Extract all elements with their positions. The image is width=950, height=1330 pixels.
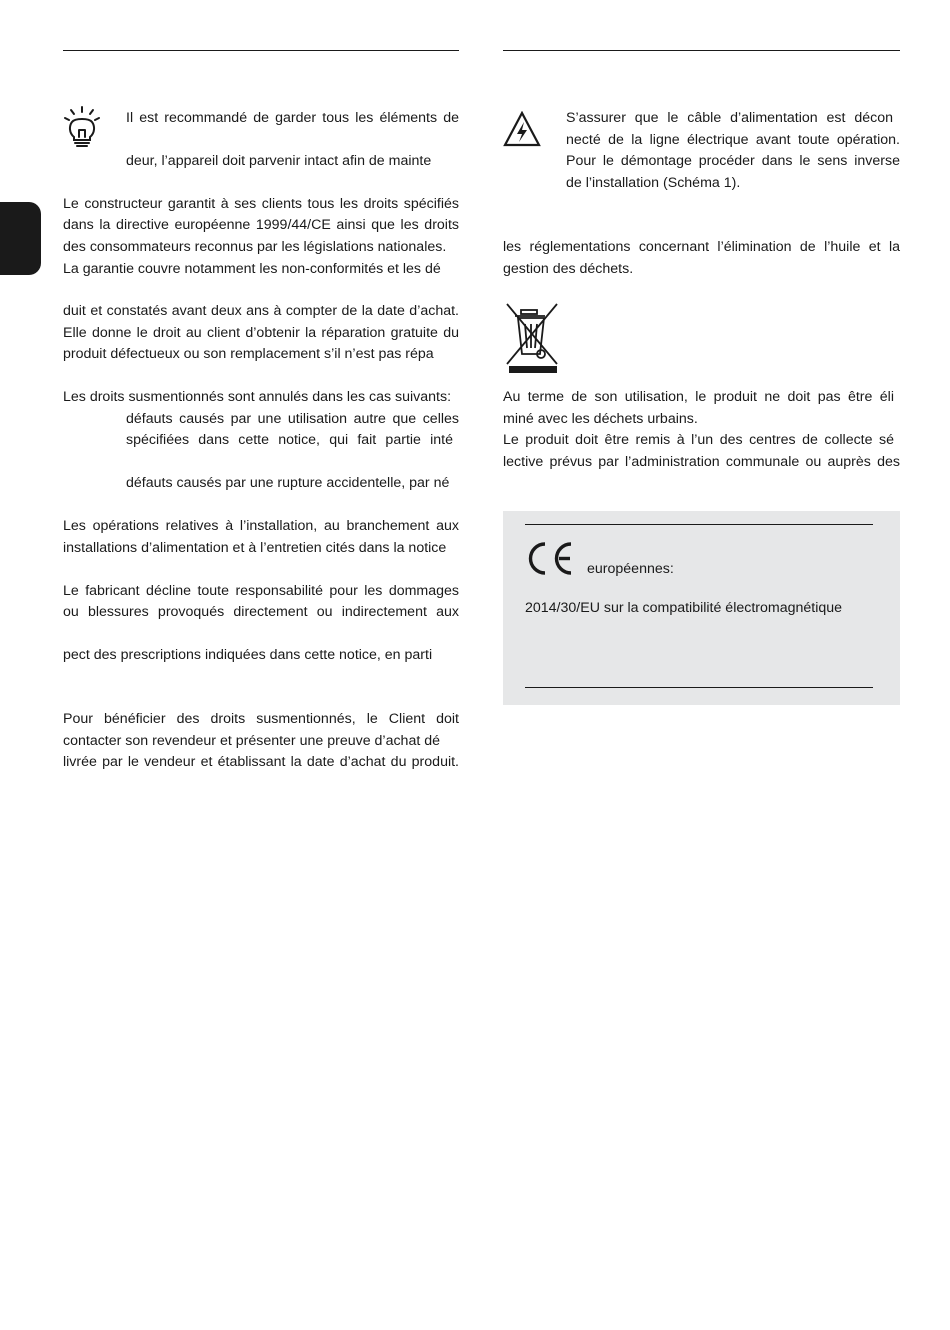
lamp-line-1: Il est recommandé de garder tous les éléments de (126, 110, 459, 126)
guarantee-line-4: La garantie couvre notamment les non-conformités et les dé (63, 261, 441, 277)
disposal-line-3: Le produit doit être remis à l’un des centres de collecte sé (503, 432, 894, 448)
warning-line-1: S’assurer que le câble d’alimentation est décon (566, 110, 893, 126)
void-intro: Les droits susmentionnés sont annulés dans les cas suivants: (63, 389, 452, 405)
ce-compliance-box (503, 511, 900, 705)
claim-line-1: Pour bénéficier des droits susmentionnés, le Client doit (63, 711, 459, 727)
lamp-line-2: deur, l’appareil doit parvenir intact afin de mainte (126, 153, 432, 169)
section-side-tab (0, 202, 41, 275)
disposal-line-4: lective prévus par l’administration communale ou auprès des (503, 454, 900, 470)
crossed-out-bin-icon (505, 302, 559, 374)
regulations-line-1: les réglementations concernant l’élimination de l’huile et la (503, 239, 900, 255)
guarantee2-line-3: produit défectueux ou son remplacement s’il n’est pas répa (63, 346, 434, 362)
warning-line-2: necté de la ligne électrique avant toute opération. (566, 132, 900, 148)
liability-line-3: pect des prescriptions indiquées dans cette notice, en parti (63, 647, 433, 663)
liability-line-1: Le fabricant décline toute responsabilité pour les dommages (63, 583, 459, 599)
void-item-1: défauts causés par une utilisation autre que celles (126, 411, 459, 427)
claim-line-2: contacter son revendeur et présenter une preuve d’achat dé (63, 733, 441, 749)
disposal-line-2: miné avec les déchets urbains. (503, 411, 698, 427)
ce-box-line-1: européennes: (587, 561, 674, 577)
guarantee2-line-1: duit et constatés avant deux ans à compter de la date d’achat. (63, 303, 459, 319)
guarantee-line-3: des consommateurs reconnus par les législations nationales. (63, 239, 447, 255)
ce-box-line-2: 2014/30/EU sur la compatibilité électromagnétique (525, 600, 843, 616)
left-column (63, 0, 459, 800)
ce-mark-icon (525, 541, 575, 576)
ce-box-top-rule (525, 524, 873, 525)
void-item-3: défauts causés par une rupture accidentelle, par né (126, 475, 450, 491)
lightbulb-icon (63, 106, 101, 150)
liability-line-2: ou blessures provoqués directement ou indirectement aux (63, 604, 459, 620)
guarantee-line-1: Le constructeur garantit à ses clients tous les droits spécifiés (63, 196, 459, 212)
electric-hazard-icon (503, 111, 541, 147)
guarantee-line-2: dans la directive européenne 1999/44/CE ainsi que les droits (63, 217, 459, 233)
void-item-2: spécifiées dans cette notice, qui fait partie inté (126, 432, 453, 448)
ce-box-bottom-rule (525, 687, 873, 688)
guarantee2-line-2: Elle donne le droit au client d’obtenir la réparation gratuite du (63, 325, 459, 341)
operations-line-1: Les opérations relatives à l’installation, au branchement aux (63, 518, 459, 534)
regulations-line-2: gestion des déchets. (503, 261, 634, 277)
claim-line-3: livrée par le vendeur et établissant la date d’achat du produit. (63, 754, 459, 770)
disposal-line-1: Au terme de son utilisation, le produit ne doit pas être éli (503, 389, 894, 405)
warning-line-4: de l’installation (Schéma 1). (566, 175, 741, 191)
operations-line-2: installations d’alimentation et à l’entretien cités dans la notice (63, 540, 447, 556)
warning-line-3: Pour le démontage procéder dans le sens inverse (566, 153, 900, 169)
